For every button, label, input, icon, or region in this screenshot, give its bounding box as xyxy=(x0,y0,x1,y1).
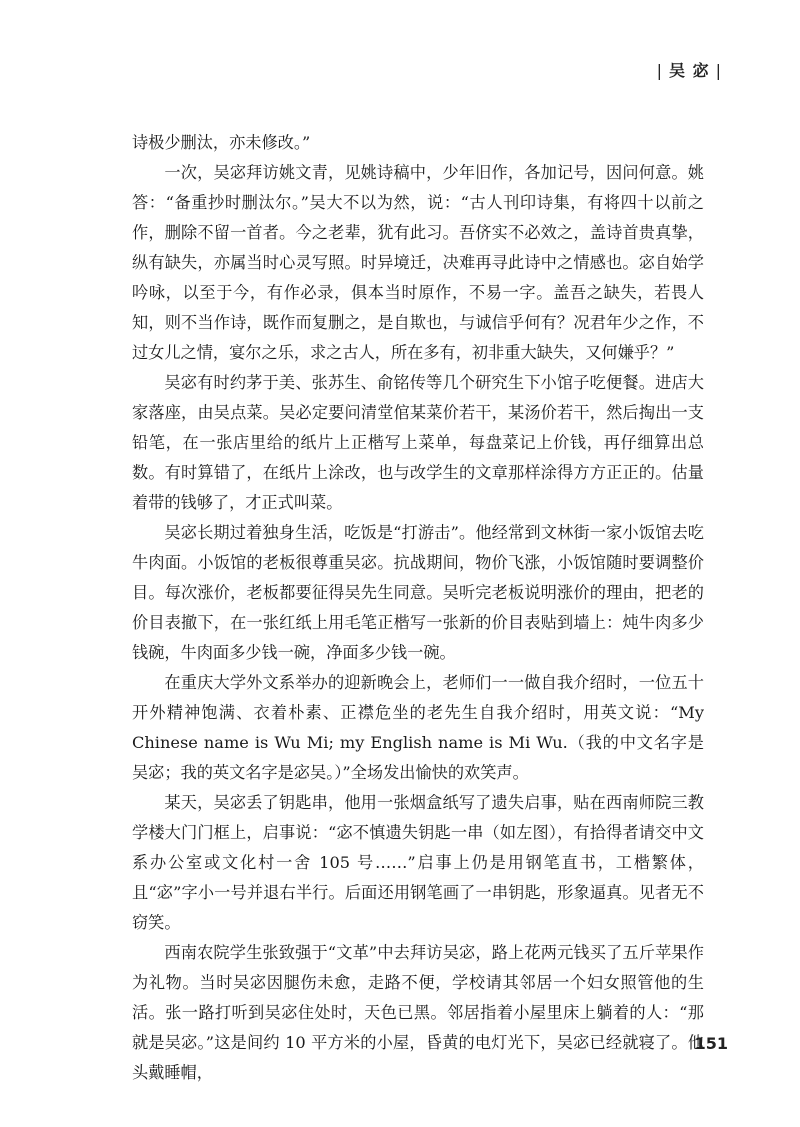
paragraph-continued: 诗极少删汰，亦未修改。” xyxy=(132,133,311,152)
paragraph: 一次，吴宓拜访姚文青，见姚诗稿中，少年旧作，各加记号，因问何意。姚答：“备重抄时删汰尔。”吴大不以为然，说：“古人刊印诗集，有将四十以前之作，删除不留一首者。今之老辈，犹有此习。吾侪实不必效之，盖诗首贵真挚，纵有缺失，亦属当时心灵写照。时异境迁，决难再寻此诗中之情感也。宓自始学吟咏，以至于今，有作必录，俱本当时原作，不易一字。盖吾之缺失，若畏人知，则不当作诗，既作而复删之，是自欺也，与诚信乎何有？况君年少之作，不过女儿之情，宴尔之乐，求之古人，所在多有，初非重大缺失，又何嫌乎？” xyxy=(132,163,704,362)
paragraph: 西南农院学生张致强于“文革”中去拜访吴宓，路上花两元钱买了五斤苹果作为礼物。当时吴宓因腿伤未愈，走路不便，学校请其邻居一个妇女照管他的生活。张一路打听到吴宓住处时，天色已黑。邻居指着小屋里床上躺着的人：“那就是吴宓。”这是间约 10 平方米的小屋，昏黄的电灯光下，吴宓已经就寝了。他头戴睡帽， xyxy=(132,943,704,1082)
header-title: 吴 宓 xyxy=(669,61,710,80)
header-bar-left: | xyxy=(656,61,664,80)
paragraph: 吴宓长期过着独身生活，吃饭是“打游击”。他经常到文林街一家小饭馆去吃牛肉面。小饭馆的老板很尊重吴宓。抗战期间，物价飞涨，小饭馆随时要调整价目。每次涨价，老板都要征得吴先生同意。吴听完老板说明涨价的理由，把老的价目表撤下，在一张红纸上用毛笔正楷写一张新的价目表贴到墙上：炖牛肉多少钱碗，牛肉面多少钱一碗，净面多少钱一碗。 xyxy=(132,523,704,662)
page-number: 151 xyxy=(694,1034,728,1053)
paragraph: 某天，吴宓丢了钥匙串，他用一张烟盒纸写了遗失启事，贴在西南师院三教学楼大门门框上，启事说：“宓不慎遗失钥匙一串（如左图），有拾得者请交中文系办公室或文化村一舍 105 号……”启事上仍是用钢笔直书，工楷繁体，且“宓”字小一号并退右半行。后面还用钢笔画了一串钥匙，形象逼真。见者无不窃笑。 xyxy=(132,793,704,932)
running-header xyxy=(651,58,728,81)
body-text xyxy=(132,128,704,1088)
paragraph: 吴宓有时约茅于美、张苏生、俞铭传等几个研究生下小馆子吃便餐。进店大家落座，由吴点菜。吴必定要问清堂倌某菜价若干，某汤价若干，然后掏出一支铅笔，在一张店里给的纸片上正楷写上菜单，每盘菜记上价钱，再仔细算出总数。有时算错了，在纸片上涂改，也与改学生的文章那样涂得方方正正的。估量着带的钱够了，才正式叫菜。 xyxy=(132,373,704,512)
paragraph: 在重庆大学外文系举办的迎新晚会上，老师们一一做自我介绍时，一位五十开外精神饱满、衣着朴素、正襟危坐的老先生自我介绍时，用英文说：“My Chinese name is Wu Mi; my English name is Mi Wu.（我的中文名字是吴宓；我的英文名字是宓吴。）”全场发出愉快的欢笑声。 xyxy=(132,673,704,782)
header-bar-right: | xyxy=(715,61,722,80)
